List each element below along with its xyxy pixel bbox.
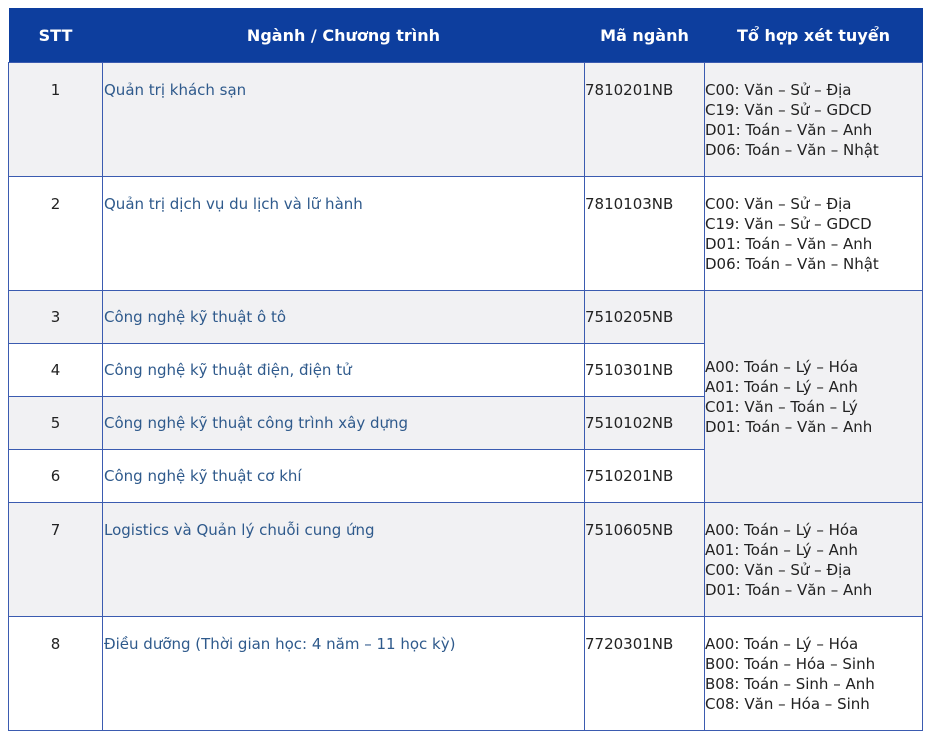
row-stt: 5: [9, 397, 103, 450]
table-header: [9, 8, 923, 63]
combo-item: D01: Toán – Văn – Anh: [705, 121, 873, 139]
program-name-link[interactable]: Điều dưỡng (Thời gian học: 4 năm – 11 học kỳ): [103, 617, 585, 731]
row-stt: 6: [9, 450, 103, 503]
combo-item: D01: Toán – Văn – Anh: [705, 417, 873, 436]
program-name-link[interactable]: Logistics và Quản lý chuỗi cung ứng: [103, 503, 585, 617]
row-stt: 4: [9, 344, 103, 397]
row-stt: 8: [9, 617, 103, 731]
row-stt: 7: [9, 503, 103, 617]
program-name-link[interactable]: Công nghệ kỹ thuật ô tô: [103, 291, 585, 344]
row-stt: 2: [9, 177, 103, 291]
combo-item: A01: Toán – Lý – Anh: [705, 377, 858, 396]
header-code: Mã ngành: [585, 8, 705, 63]
combo-item: C08: Văn – Hóa – Sinh: [705, 695, 870, 713]
program-code: 7810103NB: [585, 177, 705, 291]
combo-item: A00: Toán – Lý – Hóa: [705, 357, 859, 376]
program-name-link[interactable]: Quản trị dịch vụ du lịch và lữ hành: [103, 177, 585, 291]
combo-item: C01: Văn – Toán – Lý: [705, 397, 858, 416]
admissions-table-container: [8, 8, 922, 731]
combo-item: A00: Toán – Lý – Hóa: [705, 521, 859, 539]
row-stt: 3: [9, 291, 103, 344]
program-code: 7810201NB: [585, 63, 705, 177]
header-program: Ngành / Chương trình: [103, 8, 585, 63]
header-stt: STT: [9, 8, 103, 63]
program-code: 7510201NB: [585, 450, 705, 503]
combo-item: C00: Văn – Sử – Địa: [705, 81, 852, 99]
combo-list: [705, 503, 923, 617]
combo-list: [705, 177, 923, 291]
combo-item: A01: Toán – Lý – Anh: [705, 541, 858, 559]
program-name-link[interactable]: Công nghệ kỹ thuật công trình xây dựng: [103, 397, 585, 450]
program-code: 7720301NB: [585, 617, 705, 731]
combo-item: C00: Văn – Sử – Địa: [705, 195, 852, 213]
row-stt: 1: [9, 63, 103, 177]
program-code: 7510205NB: [585, 291, 705, 344]
combo-item: B00: Toán – Hóa – Sinh: [705, 655, 876, 673]
table-row: [9, 63, 923, 177]
table-row: [9, 291, 923, 344]
combo-item: D01: Toán – Văn – Anh: [705, 235, 873, 253]
program-name-link[interactable]: Quản trị khách sạn: [103, 63, 585, 177]
program-name-link[interactable]: Công nghệ kỹ thuật cơ khí: [103, 450, 585, 503]
table-row: [9, 503, 923, 617]
program-code: 7510301NB: [585, 344, 705, 397]
header-combo: Tổ hợp xét tuyển: [705, 8, 923, 63]
combo-list: [705, 63, 923, 177]
program-code: 7510605NB: [585, 503, 705, 617]
combo-item: D01: Toán – Văn – Anh: [705, 581, 873, 599]
admissions-table: [8, 8, 923, 731]
table-row: [9, 617, 923, 731]
combo-item: D06: Toán – Văn – Nhật: [705, 141, 879, 159]
combo-item: D06: Toán – Văn – Nhật: [705, 255, 879, 273]
header-row: [9, 8, 923, 63]
table-body: [9, 63, 923, 731]
table-row: [9, 177, 923, 291]
combo-item: C19: Văn – Sử – GDCD: [705, 101, 872, 119]
combo-item: B08: Toán – Sinh – Anh: [705, 675, 875, 693]
combo-list: [705, 617, 923, 731]
program-code: 7510102NB: [585, 397, 705, 450]
shared-combo-list: [705, 291, 923, 503]
combo-item: A00: Toán – Lý – Hóa: [705, 635, 859, 653]
program-name-link[interactable]: Công nghệ kỹ thuật điện, điện tử: [103, 344, 585, 397]
combo-item: C00: Văn – Sử – Địa: [705, 561, 852, 579]
combo-item: C19: Văn – Sử – GDCD: [705, 215, 872, 233]
